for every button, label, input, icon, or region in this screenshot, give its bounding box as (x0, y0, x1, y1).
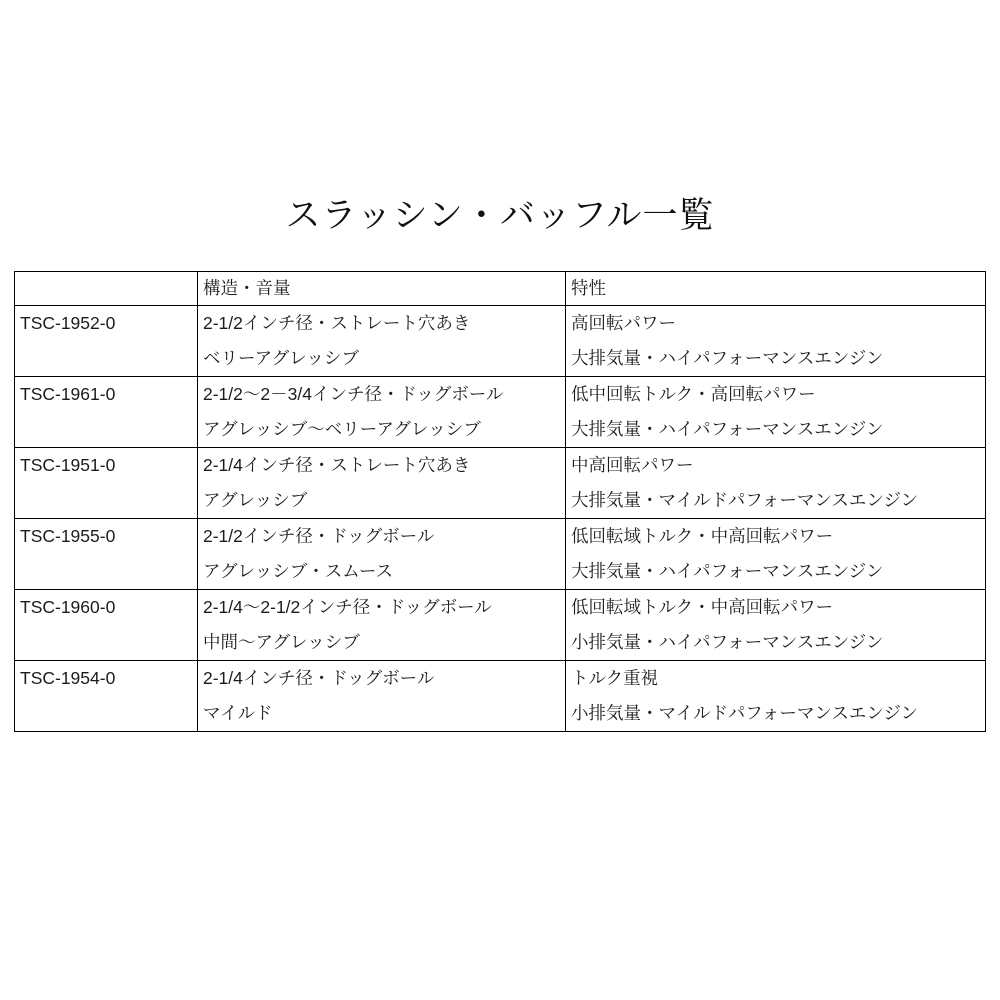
structure-line: 2-1/2インチ径・ドッグボール (203, 526, 435, 546)
header-structure-volume: 構造・音量 (198, 272, 566, 306)
structure-line: 2-1/4インチ径・ストレート穴あき (203, 455, 471, 475)
page-title: スラッシン・バッフル一覧 (285, 196, 715, 235)
model-cell (15, 306, 198, 377)
features-line: 中高回転パワー (571, 455, 694, 475)
model-cell (15, 590, 198, 661)
structure-cell (198, 519, 566, 590)
features-line: トルク重視 (571, 668, 659, 688)
features-cell (566, 519, 986, 590)
features-line: 低回転域トルク・中高回転パワー (571, 597, 834, 617)
structure-line: アグレッシブ～ベリーアグレッシブ (203, 419, 481, 439)
structure-line: 2-1/4～2-1/2インチ径・ドッグボール (203, 597, 492, 617)
structure-cell (198, 448, 566, 519)
model-cell (15, 377, 198, 448)
table-header-row (15, 272, 986, 306)
table-row (15, 661, 986, 732)
structure-line: 2-1/2インチ径・ストレート穴あき (203, 313, 471, 333)
structure-line: マイルド (203, 703, 273, 723)
features-line: 大排気量・ハイパフォーマンスエンジン (571, 561, 884, 581)
features-line: 大排気量・マイルドパフォーマンスエンジン (571, 490, 919, 510)
features-line: 高回転パワー (571, 313, 676, 333)
baffle-table-container (14, 271, 986, 732)
structure-line: 2-1/2～2－3/4インチ径・ドッグボール (203, 384, 504, 404)
features-line: 低回転域トルク・中高回転パワー (571, 526, 834, 546)
features-cell (566, 306, 986, 377)
features-cell (566, 377, 986, 448)
table-row (15, 590, 986, 661)
structure-line: 2-1/4インチ径・ドッグボール (203, 668, 435, 688)
table-row (15, 377, 986, 448)
structure-cell (198, 661, 566, 732)
features-cell (566, 661, 986, 732)
model-cell (15, 661, 198, 732)
structure-cell (198, 590, 566, 661)
model-cell (15, 448, 198, 519)
model-number: TSC-1961-0 (20, 384, 116, 404)
model-number: TSC-1952-0 (20, 313, 116, 333)
header-features: 特性 (566, 272, 986, 306)
features-line: 大排気量・ハイパフォーマンスエンジン (571, 348, 884, 368)
structure-line: アグレッシブ・スムース (203, 561, 394, 581)
model-cell (15, 519, 198, 590)
features-cell (566, 590, 986, 661)
features-line: 小排気量・マイルドパフォーマンスエンジン (571, 703, 919, 723)
model-number: TSC-1951-0 (20, 455, 116, 475)
header-model (15, 272, 198, 306)
model-number: TSC-1955-0 (20, 526, 116, 546)
structure-line: ベリーアグレッシブ (203, 348, 359, 368)
features-line: 低中回転トルク・高回転パワー (571, 384, 816, 404)
structure-cell (198, 377, 566, 448)
baffle-table (14, 271, 986, 732)
structure-line: 中間～アグレッシブ (203, 632, 360, 652)
model-number: TSC-1960-0 (20, 597, 116, 617)
table-row (15, 448, 986, 519)
features-line: 大排気量・ハイパフォーマンスエンジン (571, 419, 884, 439)
table-row (15, 306, 986, 377)
features-line: 小排気量・ハイパフォーマンスエンジン (571, 632, 884, 652)
features-cell (566, 448, 986, 519)
model-number: TSC-1954-0 (20, 668, 116, 688)
structure-cell (198, 306, 566, 377)
table-row (15, 519, 986, 590)
structure-line: アグレッシブ (203, 490, 308, 510)
